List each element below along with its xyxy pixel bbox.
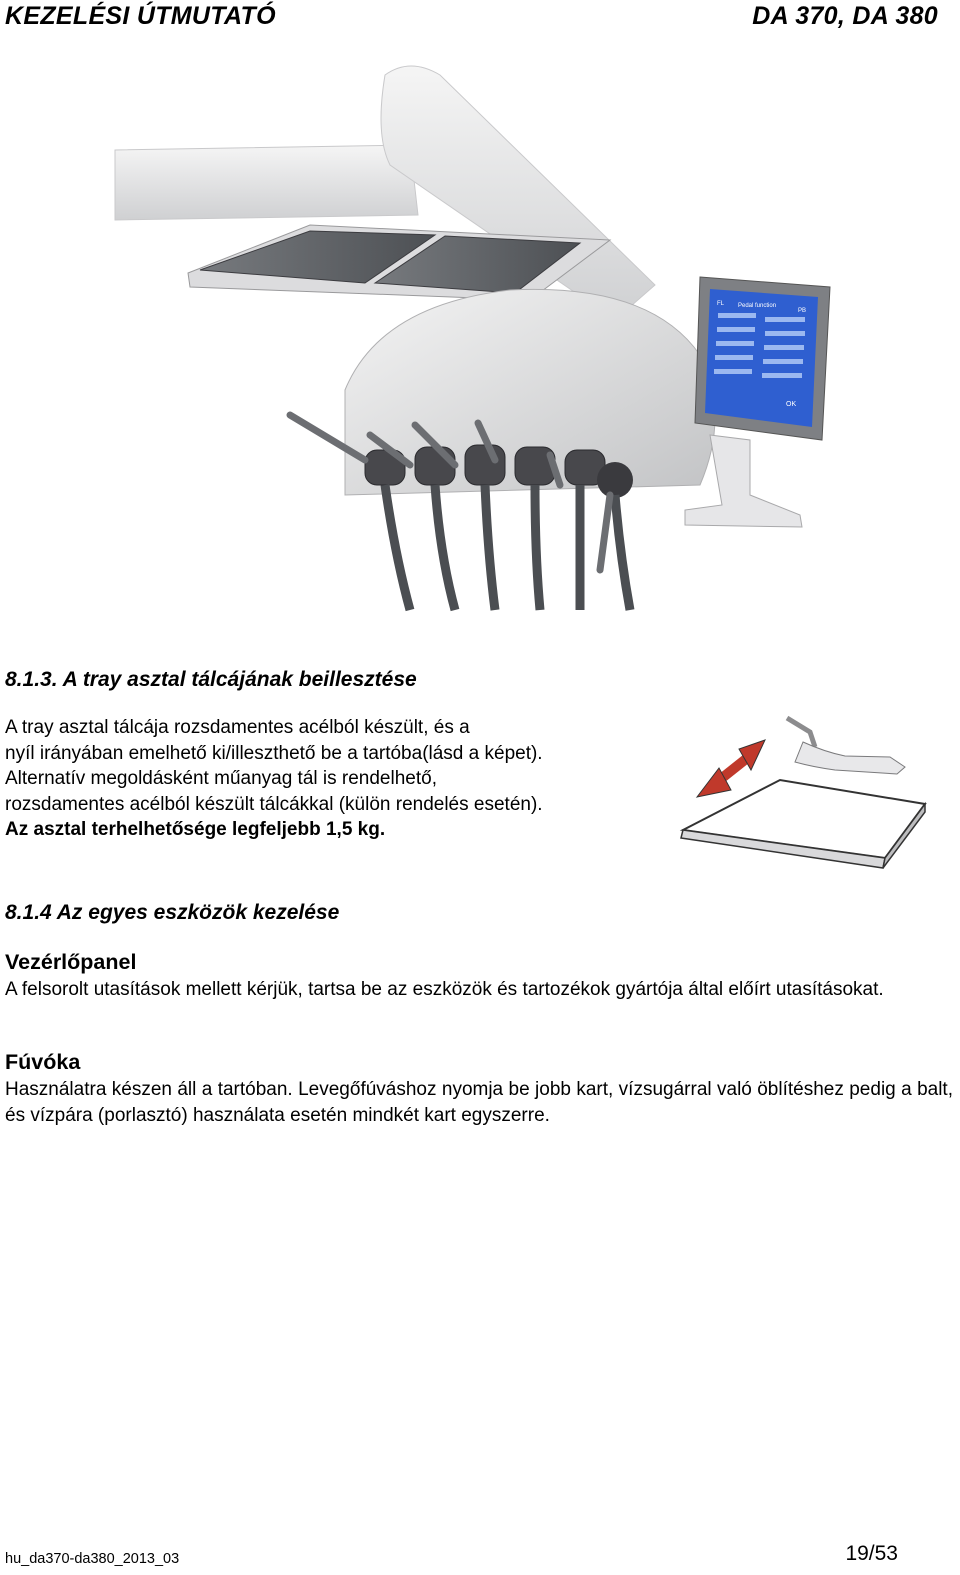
tray-text-line: Alternatív megoldásként műanyag tál is rendelhető, bbox=[5, 768, 437, 789]
screen-text-fl: FL bbox=[717, 301, 725, 307]
subheading-control-panel: Vezérlőpanel bbox=[5, 950, 137, 974]
syringe-text: Használatra készen áll a tartóban. Levegőfúváshoz nyomja be jobb kart, vízsugárral való öblítéshez pedig a balt, és vízpára (porlasztó) használata esetén mindkét kart egyszerre. bbox=[5, 1079, 953, 1126]
screen-text-pb: PB bbox=[798, 308, 807, 314]
footer-doc-id: hu_da370-da380_2013_03 bbox=[5, 1551, 180, 1567]
dental-unit-illustration bbox=[110, 55, 840, 615]
tray-paragraph bbox=[5, 715, 665, 843]
header-title: KEZELÉSI ÚTMUTATÓ bbox=[5, 2, 276, 30]
direction-arrow-icon bbox=[697, 740, 765, 797]
tray-text-line: A tray asztal tálcája rozsdamentes acélból készült, és a bbox=[5, 717, 470, 738]
page-number: 19/53 bbox=[845, 1542, 898, 1565]
section-title-instruments: 8.1.4 Az egyes eszközök kezelése bbox=[5, 901, 340, 924]
tray-removal-illustration bbox=[675, 712, 930, 877]
control-panel-text: A felsorolt utasítások mellett kérjük, tartsa be az eszközök és tartozékok gyártója által előírt utasításokat. bbox=[5, 979, 884, 1000]
header-model: DA 370, DA 380 bbox=[752, 2, 938, 30]
screen-text-ok: OK bbox=[786, 401, 797, 408]
subheading-syringe: Fúvóka bbox=[5, 1050, 81, 1074]
section-title-tray: 8.1.3. A tray asztal tálcájának beillesztése bbox=[5, 668, 417, 691]
tray-load-limit: Az asztal terhelhetősége legfeljebb 1,5 kg. bbox=[5, 819, 386, 840]
tray-text-line: rozsdamentes acélból készült tálcákkal (külön rendelés esetén). bbox=[5, 793, 543, 815]
tray-text-line: nyíl irányában emelhető ki/illeszthető be a tartóba(lásd a képet). bbox=[5, 742, 543, 764]
screen-text-title: Pedal function bbox=[738, 303, 777, 309]
